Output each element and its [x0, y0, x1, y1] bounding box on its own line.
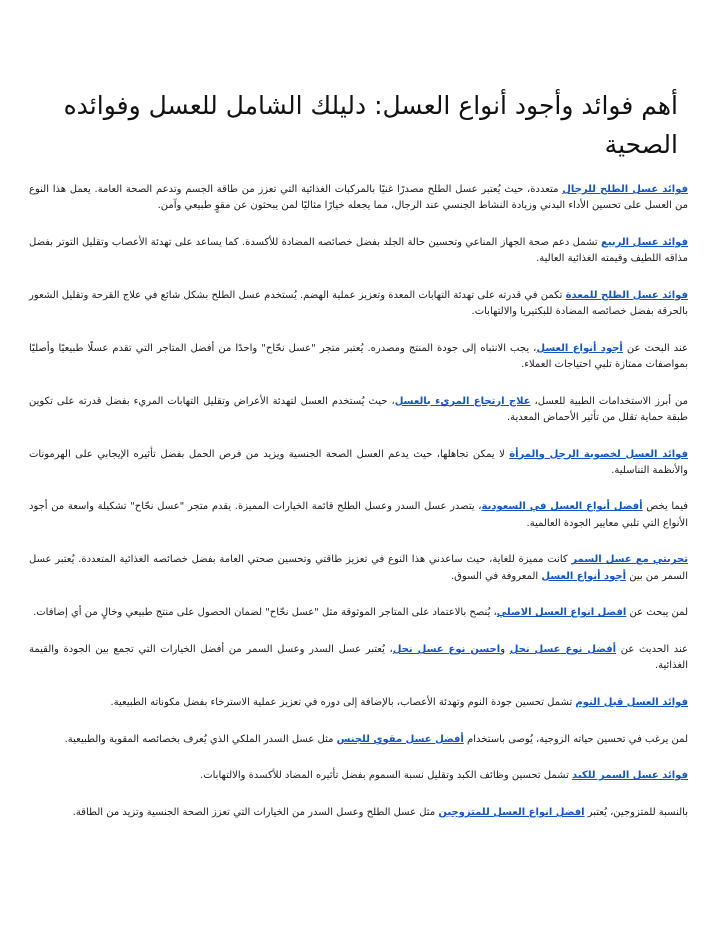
inline-link[interactable]: فوائد عسل الطلح للرجال [562, 184, 689, 195]
paragraph [29, 695, 688, 711]
paragraph-text: ، يُنصح بالاعتماد على المتاجر الموثوقة مثل "عسل نحّاح" لضمان الحصول على منتج طبيعي وخالٍ من أي إضافات. [33, 607, 497, 619]
inline-link[interactable]: أجود أنواع العسل [541, 570, 627, 582]
inline-link[interactable]: افضل انواع العسل للمتزوجين [438, 806, 585, 818]
paragraph [29, 732, 688, 748]
inline-link[interactable]: فوائد عسل السمر للكبد [572, 770, 688, 782]
inline-link[interactable]: أفضل أنواع العسل في السعودية [481, 501, 643, 513]
inline-link[interactable]: تجربتي مع عسل السمر [571, 554, 688, 566]
paragraph-text: ، يُعتبر عسل السدر وعسل السمر من أفضل الخيارات التي تجمع بين الجودة والقيمة الغذائية. [29, 643, 688, 672]
paragraph [29, 447, 688, 479]
paragraph-text: لمن يرغب في تحسين حياته الزوجية، يُوصى باستخدام [463, 733, 688, 745]
paragraph-text: متعددة، حيث يُعتبر عسل الطلح مصدرًا غنيًا بالمركبات الغذائية التي تعزز من طاقة الجسم وتدعم الصحة العامة. يعمل هذا النوع من العسل على تحسين الأداء البدني وزيادة النشاط الجنسي عند الرجال، مما يجعله خيارًا مثاليًا لمن يبحثون عن مقوٍ طبيعي وآمن. [29, 184, 688, 212]
paragraph-text: عند الحديث عن [616, 643, 689, 655]
article-body [29, 182, 688, 821]
paragraph [29, 341, 688, 373]
paragraph-text: مثل عسل السدر الملكي الذي يُعرف بخصائصه المقوية والطبيعية. [64, 733, 337, 745]
paragraph-text: لمن يبحث عن [626, 607, 688, 619]
paragraph-text: ، يتصدر عسل السدر وعسل الطلح قائمة الخيارات المميزة. يقدم متجر "عسل نحّاح" تشكيلة واسعة من أجود الأنواع التي تلبي معايير الجودة العالمية. [29, 501, 688, 529]
paragraph-text: لا يمكن تجاهلها، حيث يدعم العسل الصحة الجنسية ويزيد من فرص الحمل بفضل تأثيره الإيجابي على الهرمونات والأنظمة التناسلية. [29, 448, 688, 476]
inline-link[interactable]: أجود أنواع العسل [536, 342, 623, 354]
inline-link[interactable]: أفضل نوع عسل نحل [509, 643, 617, 655]
paragraph-text: تشمل دعم صحة الجهاز المناعي وتحسين حالة الجلد بفضل خصائصه المضادة للأكسدة. كما يساعد على تهدئة الأعصاب وتقليل التوتر بفضل مذاقه اللطيف وقيمته الغذائية العالية. [29, 236, 688, 265]
paragraph-text: بالنسبة للمتزوجين، يُعتبر [584, 806, 688, 818]
paragraph-text: عند البحث عن [622, 342, 689, 354]
inline-link[interactable]: فوائد العسل لخصوبة الرجل والمرأة [509, 448, 688, 460]
page-title: أهم فوائد وأجود أنواع العسل: دليلك الشامل للعسل وفوائده الصحية [63, 91, 678, 159]
paragraph [29, 805, 688, 821]
paragraph-text: مثل عسل الطلح وعسل السدر من الخيارات التي تعزز الصحة الجنسية وتزيد من الطاقة. [72, 806, 439, 818]
paragraph [29, 552, 688, 584]
paragraph-text: فيما يخص [642, 501, 688, 513]
paragraph-text: من أبرز الاستخدامات الطبية للعسل، [530, 395, 689, 407]
paragraph [29, 394, 688, 426]
paragraph [29, 768, 688, 784]
paragraph-text: تكمن في قدرته على تهدئة التهابات المعدة وتعزيز عملية الهضم. يُستخدم عسل الطلح بشكل شائع في علاج القرحة وتقليل الشعور بالحرقة بفضل خصائصه المضادة للبكتيريا والالتهابات. [29, 289, 688, 318]
inline-link[interactable]: احسن نوع عسل نحل [392, 643, 501, 655]
paragraph [29, 288, 688, 320]
paragraph [29, 642, 688, 674]
paragraph [29, 499, 688, 531]
paragraph-text: ، حيث يُستخدم العسل لتهدئة الأعراض وتقليل التهابات المريء بفضل قدرته على تكوين طبقة حماية تقلل من تأثير الأحماض المعدية. [29, 395, 688, 423]
paragraph [29, 235, 688, 267]
paragraph-text: تشمل تحسين جودة النوم وتهدئة الأعصاب، بالإضافة إلى دوره في تعزيز عملية الاسترخاء بفضل مكوناته الطبيعية. [110, 696, 576, 708]
paragraph-text: تشمل تحسين وظائف الكبد وتقليل نسبة السموم بفضل تأثيره المضاد للأكسدة والالتهابات. [200, 770, 573, 782]
inline-link[interactable]: افضل انواع العسل الاصلي [496, 607, 627, 619]
paragraph-text: ، يجب الانتباه إلى جودة المنتج ومصدره. يُعتبر متجر "عسل نحّاح" واحدًا من أفضل المتاجر التي تقدم عسلًا طبيعيًا وأصليًا بمواصفات ممتازة تلبي احتياجات العملاء. [29, 342, 688, 370]
paragraph [29, 182, 688, 214]
paragraph [29, 605, 688, 621]
paragraph-text: و [500, 643, 510, 655]
paragraph-text: كانت مميزة للغاية، حيث ساعدني هذا النوع في تعزيز طاقتي وتحسين صحتي العامة بفضل خصائصه الغذائية المتعددة. يُعتبر عسل السمر من بين [29, 554, 688, 582]
inline-link[interactable]: فوائد عسل الربيع [601, 236, 688, 248]
inline-link[interactable]: فوائد العسل قبل النوم [575, 696, 688, 708]
inline-link[interactable]: فوائد عسل الطلح للمعدة [565, 289, 689, 301]
inline-link[interactable]: أفضل عسل مقوي للجنس [336, 733, 464, 745]
inline-link[interactable]: علاج ارتجاع المريء بالعسل [394, 395, 531, 407]
paragraph-text: المعروفة في السوق. [450, 570, 542, 582]
